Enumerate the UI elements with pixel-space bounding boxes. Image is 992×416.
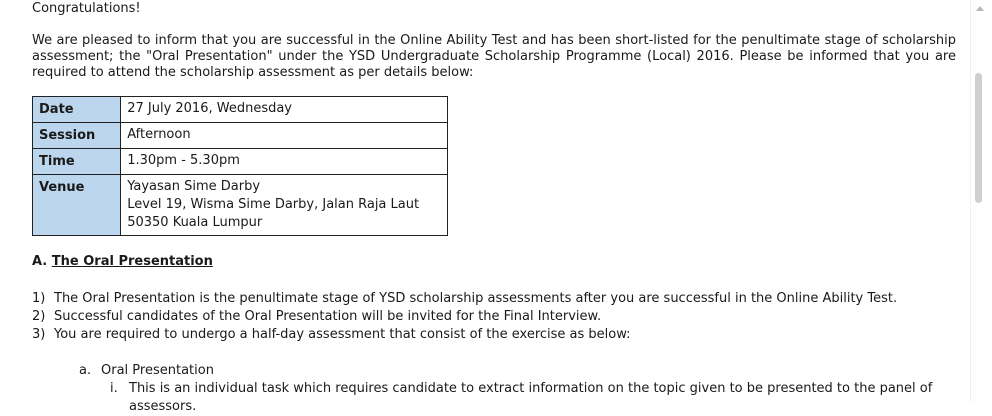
venue-line-2: Level 19, Wisma Sime Darby, Jalan Raja Laut (127, 197, 420, 212)
section-a-title: The Oral Presentation (51, 254, 213, 269)
schedule-row-venue (33, 175, 448, 236)
venue-line-1: Yayasan Sime Darby (127, 179, 261, 194)
triangle-up-icon[interactable] (976, 6, 984, 11)
schedule-row-date (33, 97, 448, 123)
greeting-text: Congratulations! (32, 1, 141, 16)
schedule-table (32, 96, 448, 236)
sub-item-a-text: Oral Presentation (101, 363, 214, 378)
session-label: Session (33, 123, 121, 149)
list-item-number: 1) (32, 291, 46, 306)
venue-label: Venue (33, 175, 121, 236)
list-item-text: You are required to undergo a half-day assessment that consist of the exercise as below: (54, 327, 631, 342)
session-value: Afternoon (121, 123, 448, 149)
sub-item-i-number: i. (110, 381, 118, 396)
scrollbar-thumb[interactable] (975, 73, 982, 203)
schedule-row-time (33, 149, 448, 175)
list-item-number: 3) (32, 327, 46, 342)
list-item-number: 2) (32, 309, 46, 324)
intro-paragraph: We are pleased to inform that you are successful in the Online Ability Test and has been short-listed for the penultimate stage of scholarship assessment; the "Oral Presentation" under the YSD Undergraduate Scholarship Programme (Local) 2016. Please be informed that you are required to attend the scholarship assessment as per details below: (32, 33, 956, 80)
date-value: 27 July 2016, Wednesday (121, 97, 448, 123)
list-item (32, 290, 897, 308)
vertical-scrollbar[interactable] (970, 0, 992, 402)
schedule-row-session (33, 123, 448, 149)
venue-value (121, 175, 448, 236)
sub-item-i-text: This is an individual task which requires candidate to extract information on the topic given to be presented to the panel of (129, 381, 933, 396)
numbered-list (32, 290, 897, 344)
section-a-prefix: A. (32, 254, 48, 269)
section-a-heading (32, 254, 213, 270)
list-item (32, 308, 897, 326)
sub-item-a (79, 362, 214, 380)
list-item (32, 326, 897, 344)
list-item-text: The Oral Presentation is the penultimate stage of YSD scholarship assessments after you are successful in the Online Ability Test. (54, 291, 898, 306)
sub-item-a-number: a. (79, 363, 92, 378)
time-label: Time (33, 149, 121, 175)
time-value: 1.30pm - 5.30pm (121, 149, 448, 175)
sub-item-i (110, 380, 932, 398)
date-label: Date (33, 97, 121, 123)
venue-line-3: 50350 Kuala Lumpur (127, 215, 263, 230)
list-item-text: Successful candidates of the Oral Presentation will be invited for the Final Interview. (54, 309, 602, 324)
sub-item-i-continuation: assessors. (129, 399, 197, 414)
